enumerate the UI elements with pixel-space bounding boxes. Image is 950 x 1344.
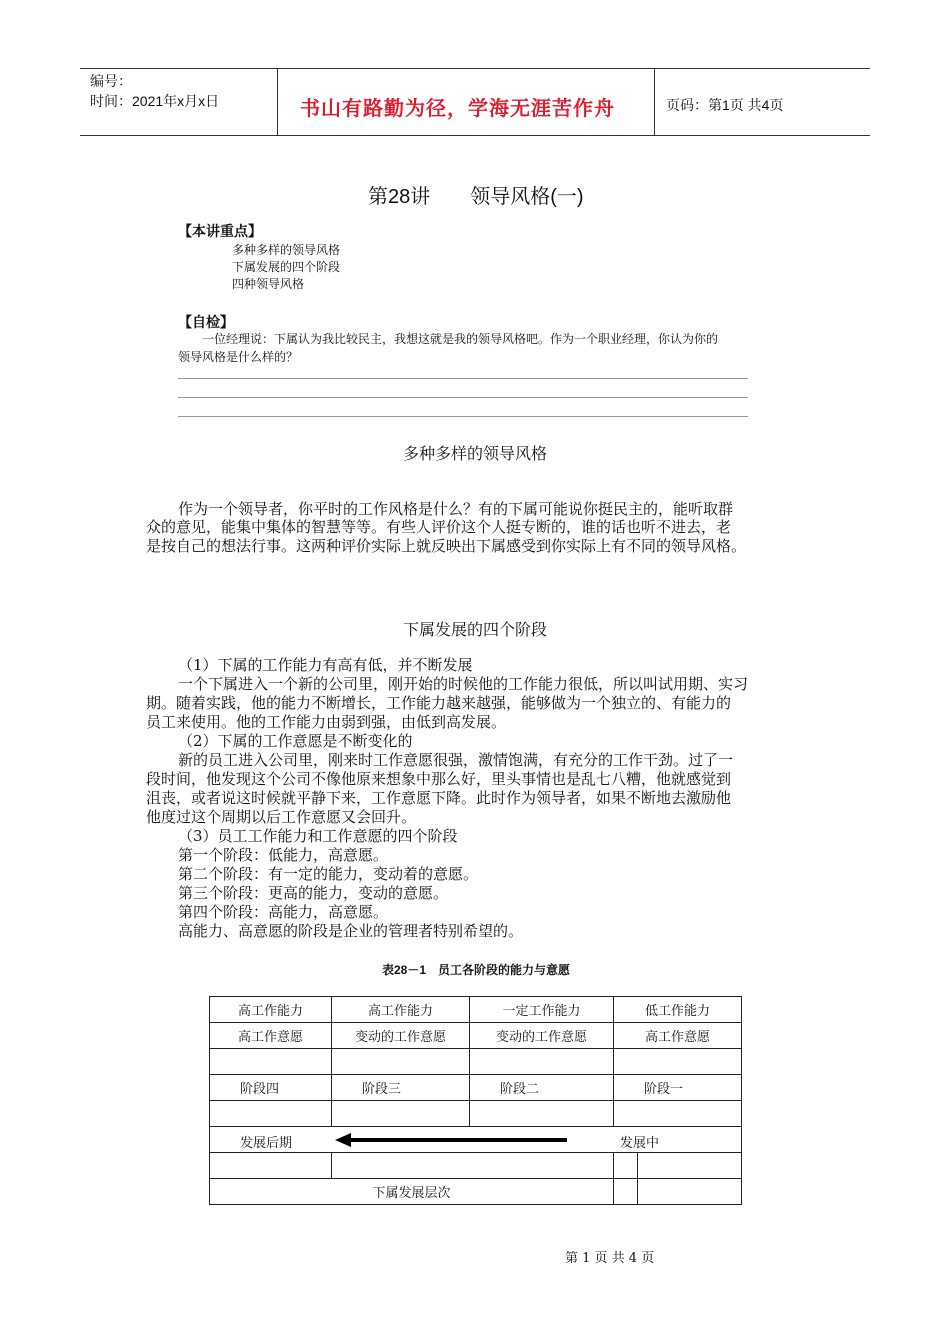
header-motto: 书山有路勤为径，学海无涯苦作舟: [300, 98, 615, 120]
empty-cell: [332, 1049, 470, 1075]
table-row: [210, 1049, 742, 1075]
willingness-cell: 变动的工作意愿: [332, 1023, 470, 1049]
header-top-rule: [80, 68, 870, 69]
dev-late-label: 发展后期: [240, 1136, 293, 1151]
willingness-cell: 高工作意愿: [210, 1023, 332, 1049]
empty-cell: [470, 1101, 614, 1127]
empty-cell: [614, 1049, 742, 1075]
ability-cell: 高工作能力: [210, 997, 332, 1023]
paragraph-line: 新的员工进入公司里，刚来时工作意愿很强，激情饱满，有充分的工作干劲。过了一: [178, 751, 734, 769]
selfcheck-question-line2: 领导风格是什么样的？: [178, 350, 299, 364]
paragraph-line: 一个下属进入一个新的公司里，刚开始的时候他的工作能力很低，所以叫试用期、实习: [178, 675, 749, 693]
paragraph-line: 第三个阶段：更高的能力，变动的意愿。: [178, 884, 449, 902]
empty-cell: [210, 1101, 332, 1127]
empty-cell: [332, 1101, 470, 1127]
stage-table: [209, 996, 742, 1205]
paragraph-line: 是按自己的想法行事。这两种评价实际上就反映出下属感受到你实际上有不同的领导风格。: [146, 537, 747, 555]
stage-cell: 阶段二: [470, 1075, 614, 1101]
paragraph-line: 期。随着实践，他的能力不断增长，工作能力越来越强，能够做为一个独立的、有能力的: [146, 694, 732, 712]
table-row: [210, 1075, 742, 1101]
empty-cell: [210, 1153, 332, 1179]
stage-cell: 阶段四: [210, 1075, 332, 1101]
paragraph-line: （1）下属的工作能力有高有低，并不断发展: [178, 656, 473, 674]
table-row: [210, 997, 742, 1023]
keypoints-heading: 【本讲重点】: [178, 223, 262, 239]
willingness-cell: 变动的工作意愿: [470, 1023, 614, 1049]
left-arrow-icon: [335, 1132, 567, 1148]
table-row: [210, 1127, 742, 1153]
table-caption: 表28－1 员工各阶段的能力与意愿: [382, 963, 571, 977]
empty-cell: [614, 1153, 638, 1179]
paragraph-line: 沮丧，或者说这时候就平静下来，工作意愿下降。此时作为领导者，如果不断地去激励他: [146, 789, 732, 807]
page-footer: 第 1 页 共 4 页: [565, 1251, 655, 1266]
table-row: [210, 1101, 742, 1127]
header-bottom-rule: [80, 135, 870, 136]
header-divider-right: [654, 68, 655, 135]
table-row: [210, 1023, 742, 1049]
paragraph-line: 员工来使用。他的工作能力由弱到强，由低到高发展。: [146, 713, 507, 731]
stage-cell: 阶段三: [332, 1075, 470, 1101]
empty-cell: [614, 1101, 742, 1127]
keypoint-item: 多种多样的领导风格: [232, 243, 341, 257]
empty-cell: [638, 1153, 742, 1179]
answer-line: [178, 397, 748, 398]
header-divider-left: [277, 68, 278, 135]
page-title: 第28讲 领导风格(一): [368, 186, 584, 208]
paragraph-line: 作为一个领导者，你平时的工作风格是什么？有的下属可能说你挺民主的，能听取群: [178, 500, 734, 518]
empty-cell: [470, 1049, 614, 1075]
paragraph-line: 他度过这个周期以后工作意愿又会回升。: [146, 808, 417, 826]
ability-cell: 高工作能力: [332, 997, 470, 1023]
ability-cell: 低工作能力: [614, 997, 742, 1023]
paragraph-line: 众的意见，能集中集体的智慧等等。有些人评价这个人挺专断的，谁的话也听不进去，老: [146, 518, 732, 536]
paragraph-line: 第一个阶段：低能力，高意愿。: [178, 846, 389, 864]
table-row: [210, 1179, 742, 1205]
stage-cell: 阶段一: [614, 1075, 742, 1101]
paragraph-line: 第四个阶段：高能力，高意愿。: [178, 903, 389, 921]
empty-cell: [332, 1153, 614, 1179]
header-number: 编号：: [90, 73, 132, 89]
section-heading: 下属发展的四个阶段: [402, 622, 547, 639]
paragraph-line: 第二个阶段：有一定的能力，变动着的意愿。: [178, 865, 479, 883]
selfcheck-heading: 【自检】: [178, 314, 234, 330]
level-cell: 下属发展层次: [210, 1179, 614, 1205]
development-row-cell: [210, 1127, 742, 1153]
selfcheck-question-line1: 一位经理说：下属认为我比较民主，我想这就是我的领导风格吧。作为一个职业经理，你认为你的: [202, 332, 719, 346]
dev-mid-label: 发展中: [620, 1136, 660, 1151]
empty-cell: [210, 1049, 332, 1075]
willingness-cell: 高工作意愿: [614, 1023, 742, 1049]
table-row: [210, 1153, 742, 1179]
keypoint-item: 下属发展的四个阶段: [232, 260, 341, 274]
ability-cell: 一定工作能力: [470, 997, 614, 1023]
paragraph-line: （2）下属的工作意愿是不断变化的: [178, 732, 413, 750]
header-time: 时间：2021年x月x日: [90, 93, 220, 109]
section-heading: 多种多样的领导风格: [402, 446, 547, 463]
paragraph-line: 高能力、高意愿的阶段是企业的管理者特别希望的。: [178, 922, 524, 940]
header-page-info: 页码：第1页 共4页: [666, 97, 784, 113]
paragraph-line: （3）员工工作能力和工作意愿的四个阶段: [178, 827, 458, 845]
paragraph-line: 段时间，他发现这个公司不像他原来想象中那么好，里头事情也是乱七八糟，他就感觉到: [146, 770, 732, 788]
empty-cell: [638, 1179, 742, 1205]
answer-line: [178, 378, 748, 379]
answer-line: [178, 416, 748, 417]
keypoint-item: 四种领导风格: [232, 277, 305, 291]
empty-cell: [614, 1179, 638, 1205]
